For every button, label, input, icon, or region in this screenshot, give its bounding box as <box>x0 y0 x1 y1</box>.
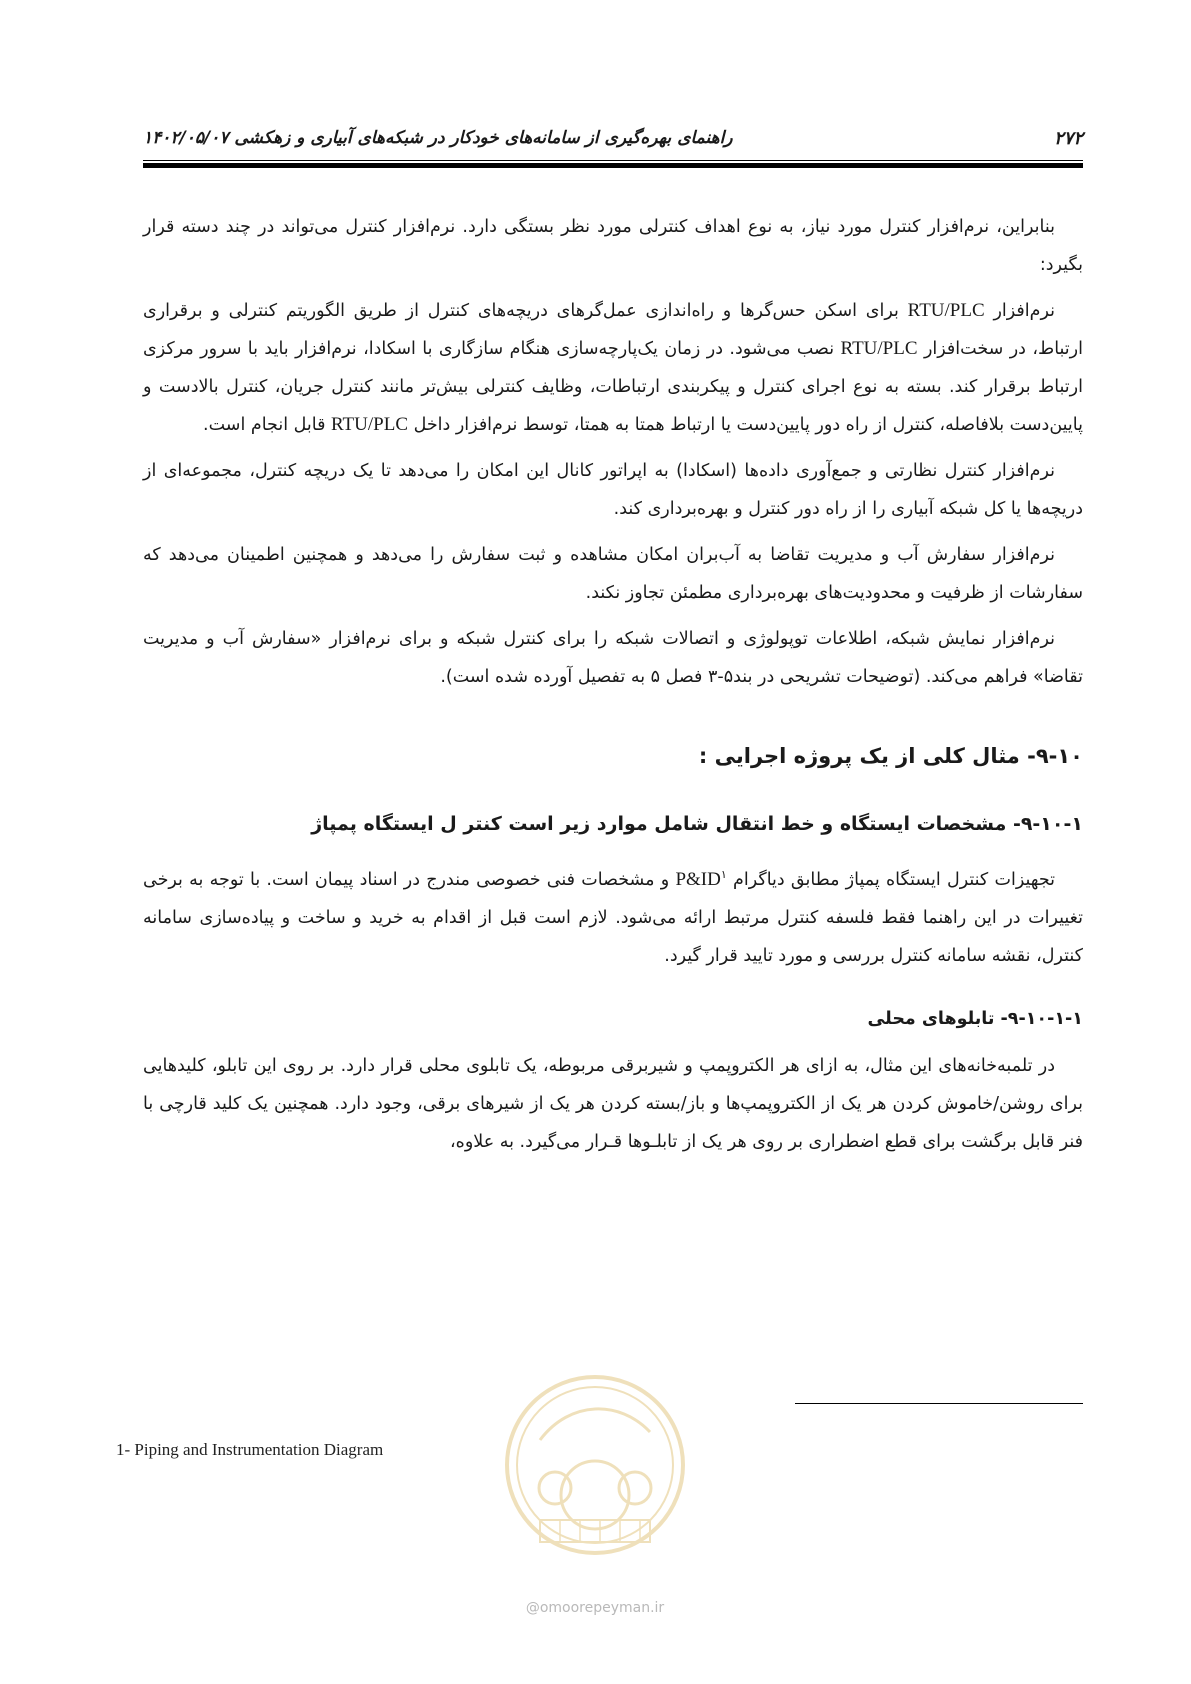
latin-term: RTU/PLC <box>840 338 918 359</box>
latin-term: RTU/PLC <box>331 414 408 435</box>
watermark-url: @omoorepeyman.ir <box>525 1600 665 1616</box>
page-header <box>143 124 1083 154</box>
footnote-marker: ۱ <box>720 868 727 881</box>
footnote: 1- Piping and Instrumentation Diagram <box>116 1440 384 1459</box>
paragraph-pump-station <box>143 856 1083 975</box>
header-rule <box>143 160 1083 161</box>
footnote-rule <box>795 1403 1083 1404</box>
text-run: نصب می‌شود. در زمان یک‌پارچه‌سازی هنگام سازگاری با اسکادا، نرم‌افزار باید با سرور مرکزی ارتباط برقرار کند. بسته به نوع اجرای کنترل و پیکربندی ارتباطات، وظایف کنترلی بیش‌تر مانند کنترل جریان، کنترل بالادست و پایین‌دست بلافاصله، کنترل از راه دور پایین‌دست یا ارتباط همتا به همتا، توسط نرم‌افزار داخل <box>143 339 1083 435</box>
paragraph-scada: نرم‌افزار کنترل نظارتی و جمع‌آوری داده‌ها (اسکادا) به اپراتور کانال این امکان را می‌دهد تا یک دریچه کنترل، مجموعه‌ای از دریچه‌ها یا کل شبکه آبیاری را از راه دور کنترل و بهره‌برداری کند. <box>143 461 1083 519</box>
running-title: راهنمای بهره‌گیری از سامانه‌های خودکار در شبکه‌های آبیاری و زهکشی ۱۴۰۲/۰۵/۰۷ <box>143 128 733 148</box>
text-run: و مشخصات فنی خصوصی مندرج در اسناد پیمان است. با توجه به برخی تغییرات در این راهنما فقط فلسفه کنترل مرتبط ارائه می‌شود. لازم است قبل از اقدام به خرید و ساخت و پیاده‌سازی سامانه کنترل، نقشه سامانه کنترل بررسی و مورد تایید قرار گیرد. <box>143 869 1083 966</box>
subsubsection-heading: ۹-۱۰-۱-۱- تابلوهای محلی <box>867 1008 1083 1029</box>
paragraph-water-order: نرم‌افزار سفارش آب و مدیریت تقاضا به آب‌بران امکان مشاهده و ثبت سفارش را می‌دهد و همچنین اطمینان می‌دهد که سفارشات از ظرفیت و محدودیت‌های بهره‌برداری مطمئن تجاوز نکند. <box>143 545 1083 603</box>
section-heading: ۹-۱۰- مثال کلی از یک پروژه اجرایی : <box>698 744 1083 768</box>
watermark-logo-icon <box>500 1370 690 1560</box>
text-run: تجهیزات کنترل ایستگاه پمپاژ مطابق دیاگرام <box>726 869 1055 890</box>
paragraph-local-panels: در تلمبه‌خانه‌های این مثال، به ازای هر الکتروپمپ و شیربرقی مربوطه، یک تابلوی محلی قرار دارد. بر روی این تابلو، کلیدهایی برای روشن/خاموش کردن هر یک از الکتروپمپ‌ها و باز/بسته کردن هر یک از شیرهای برقی، وجود دارد. همچنین یک کلید قارچی با فنر قابل برگشت برای قطع اضطراری بر روی هر یک از تابلـوها قـرار می‌گیرد. به علاوه، <box>143 1055 1083 1152</box>
latin-term: P&ID <box>675 868 721 890</box>
header-rule-thick <box>143 163 1083 168</box>
subsection-heading: ۹-۱۰-۱- مشخصات ایستگاه و خط انتقال شامل موارد زیر است کنتر ل ایستگاه پمپاژ <box>311 813 1083 835</box>
paragraph-network-display: نرم‌افزار نمایش شبکه، اطلاعات توپولوژی و اتصالات شبکه را برای کنترل شبکه و برای نرم‌افزار «سفارش آب و مدیریت تقاضا» فراهم می‌کند. (توضیحات تشریحی در بند۵-۳ فصل ۵ به تفصیل آورده شده است). <box>143 629 1083 687</box>
page-number: ۲۷۲ <box>1053 128 1083 149</box>
latin-term: RTU/PLC <box>907 300 985 321</box>
paragraph-intro: بنابراین، نرم‌افزار کنترل مورد نیاز، به نوع اهداف کنترلی مورد نظر بستگی دارد. نرم‌افزار کنترل می‌تواند در چند دسته قرار بگیرد: <box>143 217 1083 275</box>
document-body <box>143 208 1083 1169</box>
text-run: برای اسکن حس‌گرها و راه‌اندازی عمل‌گرهای دریچه‌های کنترل از طریق الگوریتم کنترلی و برقراری ارتباط، در سخت‌افزار <box>143 301 1083 359</box>
paragraph-rtu-plc <box>143 292 1083 444</box>
text-run: نرم‌افزار <box>984 301 1055 321</box>
text-run: قابل انجام است. <box>203 415 332 435</box>
